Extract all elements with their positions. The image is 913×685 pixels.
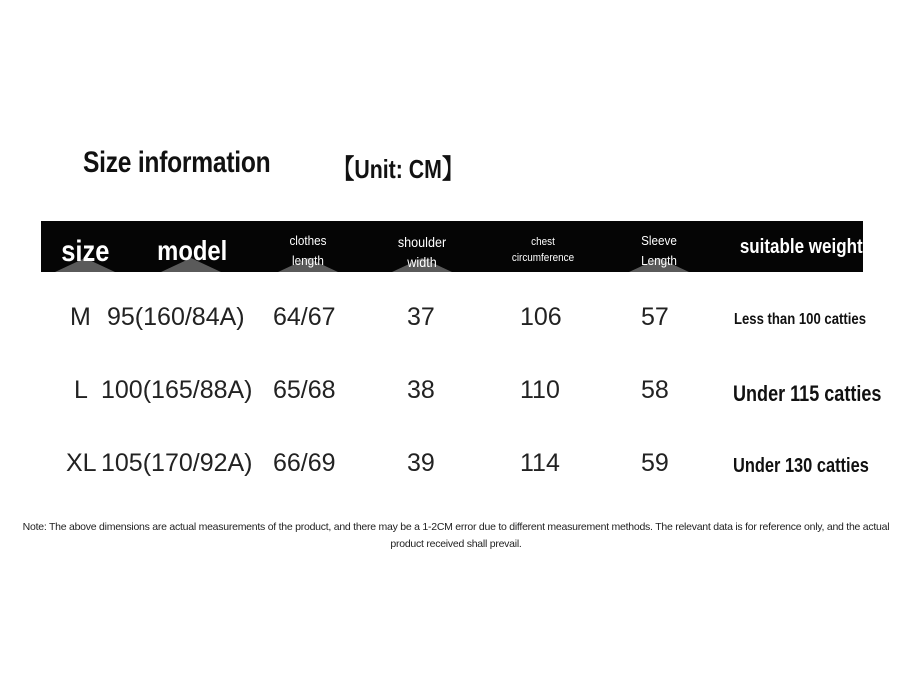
header-shoulder-width <box>386 232 458 272</box>
cell-model: 105(170/92A) <box>101 449 253 477</box>
cell-model: 95(160/84A) <box>107 303 245 331</box>
cell-chest: 106 <box>520 303 562 331</box>
cell-weight: Under 115 catties <box>733 381 882 406</box>
header-sleeve-length <box>624 231 694 272</box>
header-chest-line2: circumference <box>511 252 575 264</box>
header-sleeve-length-line2: Length <box>641 253 677 268</box>
table-row <box>0 449 913 489</box>
cell-clothes-length: 64/67 <box>273 303 336 331</box>
cell-shoulder: 39 <box>407 449 435 477</box>
cell-sleeve: 57 <box>641 303 669 331</box>
header-suitable-weight-label: suitable weight <box>739 236 863 258</box>
unit-label: 【Unit: CM】 <box>333 154 464 184</box>
header-clothes-length-line1: clothes <box>289 233 327 248</box>
cell-sleeve: 59 <box>641 449 669 477</box>
header-chest <box>503 234 583 272</box>
header-chest-line1: chest <box>531 236 555 248</box>
cell-chest: 114 <box>520 449 560 477</box>
header-model-label: model <box>157 235 228 266</box>
cell-shoulder: 38 <box>407 376 435 404</box>
header-sleeve-length-line1: Sleeve <box>641 233 677 248</box>
table-row <box>0 303 913 343</box>
header-clothes-length-line2: length <box>292 253 324 268</box>
cell-size: M <box>70 303 91 331</box>
page-title: Size information <box>83 146 271 179</box>
cell-size: XL <box>66 449 97 477</box>
header-shoulder-width-line1: shoulder <box>397 234 447 250</box>
header-clothes-length <box>273 231 343 272</box>
cell-sleeve: 58 <box>641 376 669 404</box>
cell-weight: Under 130 catties <box>733 455 869 477</box>
cell-clothes-length: 66/69 <box>273 449 336 477</box>
table-header <box>41 221 863 272</box>
header-size-label: size <box>60 235 110 268</box>
footnote: Note: The above dimensions are actual measurements of the product, and there may be a 1-2CM error due to different measurement methods. The relevant data is for reference only, and the actual product received shall prevail. <box>22 521 890 550</box>
header-size <box>55 235 115 272</box>
cell-weight: Less than 100 catties <box>734 311 866 328</box>
cell-chest: 110 <box>520 376 560 404</box>
header-shoulder-width-line2: width <box>407 254 437 270</box>
header-suitable-weight <box>729 236 869 266</box>
header-model <box>151 235 231 272</box>
cell-size: L <box>74 376 88 404</box>
cell-model: 100(165/88A) <box>101 376 253 404</box>
cell-clothes-length: 65/68 <box>273 376 336 404</box>
table-row <box>0 376 913 416</box>
cell-shoulder: 37 <box>407 303 435 331</box>
